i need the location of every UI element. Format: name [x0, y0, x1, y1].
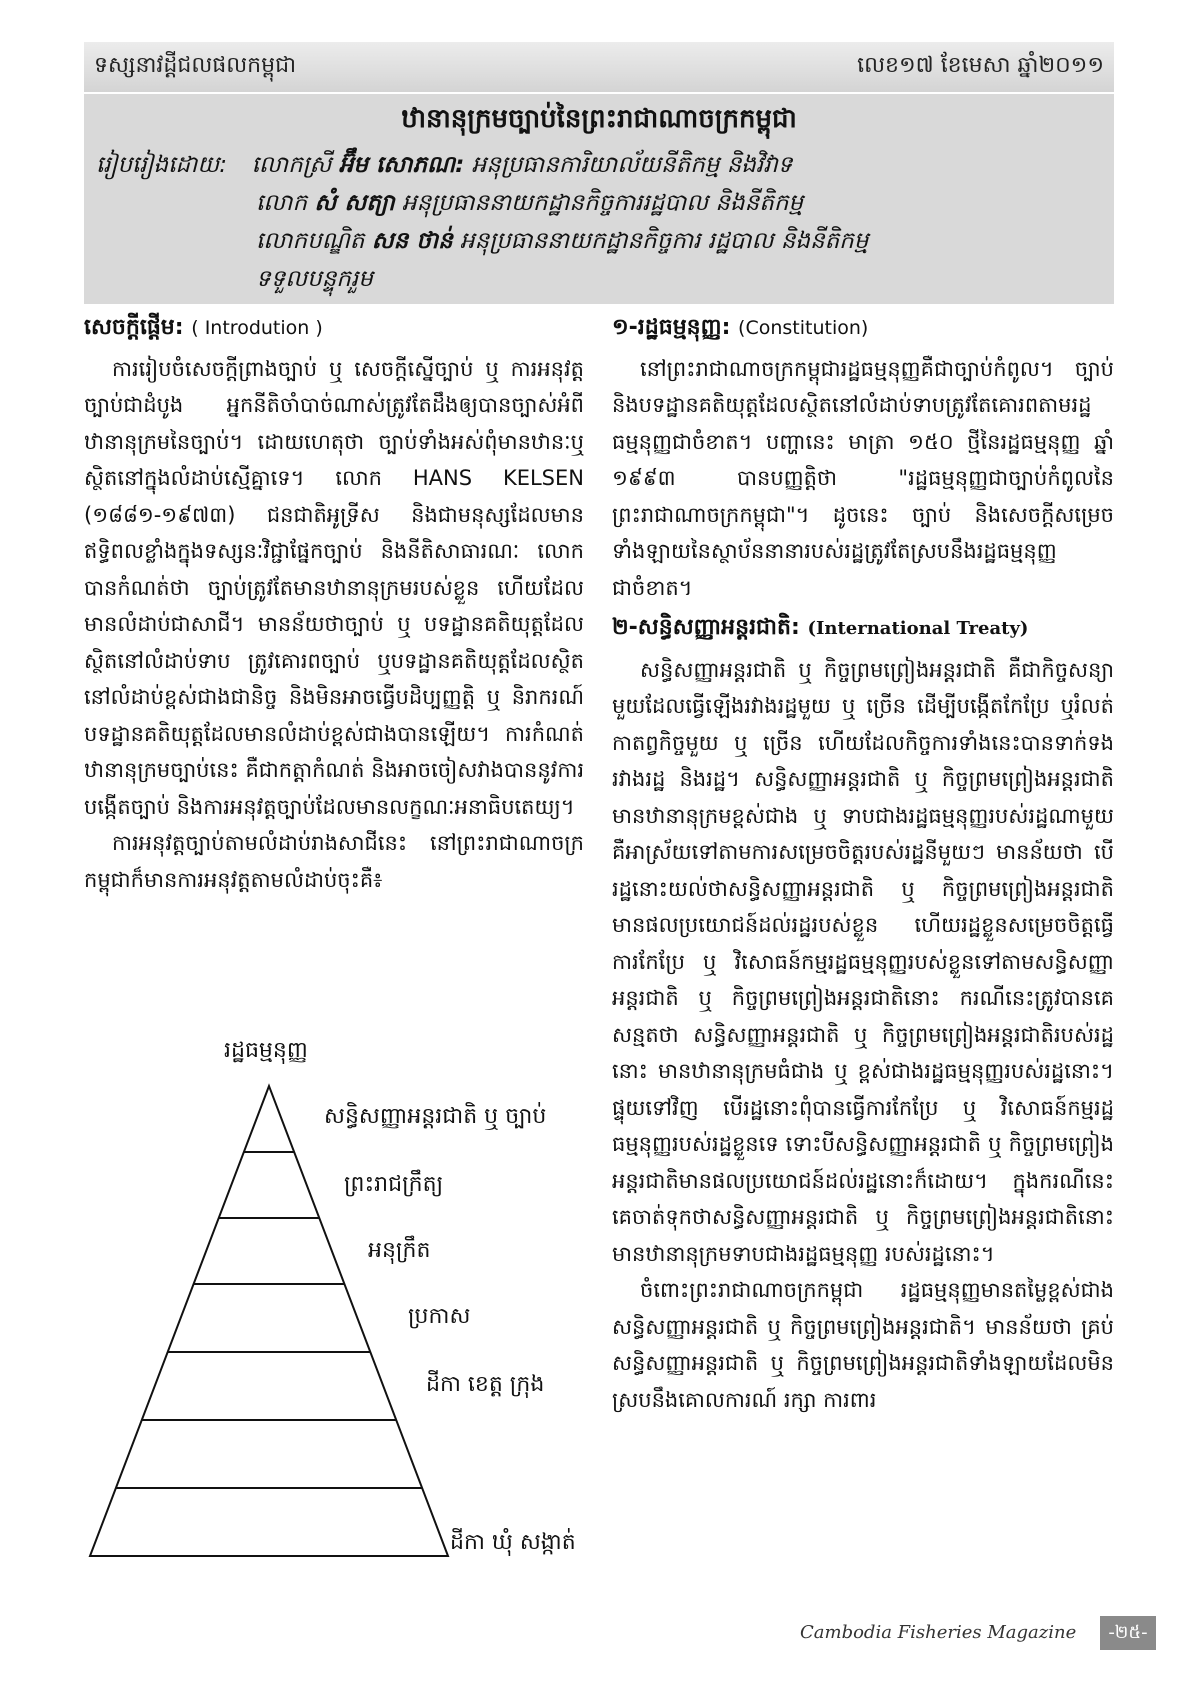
pyramid-outline — [90, 1086, 448, 1556]
treaty-paragraph-1: សន្ធិសញ្ញាអន្តរជាតិ ឬ កិច្ចព្រមព្រៀងអន្តរជាតិ គឺជាកិច្ចសន្យាមួយដែលធ្វើឡើងរវាងរដ្ឋមួយ ឬ ច្រើន ដើម្បីបង្កើតកែប្រែ ឬរំលត់កាតព្វកិច្ចមួយ ឬ ច្រើន ហើយដែលកិច្ចការទាំងនេះបានទាក់ទងរវាងរដ្ឋ និងរដ្ឋ។ សន្ធិសញ្ញាអន្តរជាតិ ឬ កិច្ចព្រមព្រៀងអន្តរជាតិមានឋានានុក្រមខ្ពស់ជាង ឬ ទាបជាងរដ្ឋធម្មនុញ្ញរបស់រដ្ឋណាមួយ គឺអាស្រ័យទៅតាមការសម្រេចចិត្តរបស់រដ្ឋនីមួយៗ មានន័យថា បើរដ្ឋនោះយល់ថាសន្ធិសញ្ញាអន្តរជាតិ ឬ កិច្ចព្រមព្រៀងអន្តរជាតិមានផលប្រយោជន៍ដល់រដ្ឋរបស់ខ្លួន ហើយរដ្ឋខ្លួនសម្រេចចិត្តធ្វើការកែប្រែ ឬ វិសោធន៍កម្មរដ្ឋធម្មនុញ្ញរបស់ខ្លួនទៅតាមសន្ធិសញ្ញាអន្តរជាតិ ឬ កិច្ចព្រមព្រៀងអន្តរជាតិនោះ ករណីនេះត្រូវបានគេសន្មតថា សន្ធិសញ្ញាអន្តរជាតិ ឬ កិច្ចព្រមព្រៀងអន្តរជាតិរបស់រដ្ឋនោះ មានឋានានុក្រមធំជាង ឬ ខ្ពស់ជាងរដ្ឋធម្មនុញ្ញរបស់រដ្ឋនោះ។ ផ្ទុយទៅវិញ បើរដ្ឋនោះពុំបានធ្វើការកែប្រែ ឬ វិសោធន៍កម្មរដ្ឋធម្មនុញ្ញរបស់រដ្ឋខ្លួនទេ ទោះបីសន្ធិសញ្ញាអន្តរជាតិ ឬ កិច្ចព្រមព្រៀងអន្តរជាតិមានផលប្រយោជន៍ដល់រដ្ឋនោះក៏ដោយ។ ក្នុងករណីនេះ គេចាត់ទុកថាសន្ធិសញ្ញាអន្តរជាតិ ឬ កិច្ចព្រមព្រៀងអន្តរជាតិនោះ មានឋានានុក្រមទាបជាងរដ្ឋធម្មនុញ្ញ របស់រដ្ឋនោះ។ — [612, 657, 1114, 1266]
treaty-paragraph-2: ចំពោះព្រះរាជាណាចក្រកម្ពុជា រដ្ឋធម្មនុញ្ញមានតម្លៃខ្ពស់ជាងសន្ធិសញ្ញាអន្តរជាតិ ឬ កិច្ចព្រមព្រៀងអន្តរជាតិ។ មានន័យថា គ្រប់សន្ធិសញ្ញាអន្តរជាតិ ឬ កិច្ចព្រមព្រៀងអន្តរជាតិទាំងឡាយដែលមិនស្របនឹងគោលការណ៍ រក្សា ការពារ — [612, 1278, 1114, 1412]
left-column — [84, 310, 584, 898]
right-column — [612, 310, 1114, 1418]
pyramid-level-4: ប្រកាស — [408, 1304, 471, 1329]
running-header — [84, 42, 1114, 92]
pyramid-level-2: ព្រះរាជក្រឹត្យ — [344, 1172, 444, 1197]
header-issue-info: លេខ១៧ ខែមេសា ឆ្នាំ២០១១ — [857, 53, 1104, 78]
heading-km: សេចក្តីផ្តើម: — [84, 315, 184, 340]
heading-en: ( Introdution ) — [191, 317, 323, 339]
author-name: សន ថាន់ — [371, 228, 453, 254]
pyramid-level-3: អនុក្រឹត — [368, 1238, 431, 1263]
intro-paragraph-2: ការអនុវត្តច្បាប់តាមលំដាប់រាងសាជីនេះ នៅព្រះរាជាណាចក្រកម្ពុជាក៏មានការអនុវត្តតាមលំដាប់ចុះគឺ៖ — [84, 831, 584, 892]
author-prefix: លោកបណ្ឌិត — [256, 228, 365, 254]
pyramid-level-5: ដីកា ខេត្ត ក្រុង — [426, 1372, 545, 1397]
constitution-heading — [612, 310, 1114, 347]
heading-km: ២-សន្ធិសញ្ញាអន្តរជាតិ: — [612, 615, 800, 640]
author-line-1 — [96, 146, 1102, 184]
prepared-by-label: រៀបរៀងដោយ: — [96, 152, 227, 178]
author-note: ទទួលបន្ទុករួម — [256, 266, 373, 292]
footer-magazine-name: Cambodia Fisheries Magazine — [800, 1622, 1077, 1643]
pyramid-level-1: សន្ធិសញ្ញាអន្តរជាតិ ឬ ច្បាប់ — [324, 1104, 547, 1129]
author-line-2 — [96, 184, 1102, 222]
page-number: -២៥- — [1100, 1616, 1156, 1650]
law-hierarchy-pyramid — [84, 1036, 584, 1596]
author-prefix: លោកស្រី — [251, 152, 332, 178]
heading-km: ១-រដ្ឋធម្មនុញ្ញ: — [612, 315, 731, 340]
author-name: អ៊ឹម សោភណ: — [338, 152, 465, 178]
author-line-3 — [96, 222, 1102, 260]
heading-en: (International Treaty) — [807, 618, 1029, 639]
author-role: អនុប្រធាននាយកដ្ឋានកិច្ចការរដ្ឋបាល និងនីតិកម្ម — [401, 190, 804, 216]
author-role: អនុប្រធានការិយាល័យនីតិកម្ម និងវិវាទ — [471, 152, 793, 178]
author-prefix: លោក — [256, 190, 308, 216]
intro-paragraph-1: ការរៀបចំសេចក្តីព្រាងច្បាប់ ឬ សេចក្តីស្នើច្បាប់ ឬ ការអនុវត្តច្បាប់ជាដំបូង អ្នកនីតិចាំបាច់ណាស់ត្រូវតែដឹងឲ្យបានច្បាស់អំពីឋានានុក្រមនៃច្បាប់។ ដោយហេតុថា ច្បាប់ទាំងអស់ពុំមានឋានៈឬ ស្ថិតនៅក្នុងលំដាប់ស្មើគ្នាទេ។ លោក HANS KELSEN (១៨៨១-១៩៧៣) ជនជាតិអូទ្រីស និងជាមនុស្សដែលមានឥទ្ធិពលខ្លាំងក្នុងទស្សនៈវិជ្ជាផ្នែកច្បាប់ និងនីតិសាធារណៈ លោកបានកំណត់ថា ច្បាប់ត្រូវតែមានឋានានុក្រមរបស់ខ្លួន ហើយដែលមានលំដាប់ជាសាជី។ មានន័យថាច្បាប់ ឬ បទដ្ឋានគតិយុត្តដែលស្ថិតនៅលំដាប់ទាប ត្រូវគោរពច្បាប់ ឬបទដ្ឋានគតិយុត្តដែលស្ថិតនៅលំដាប់ខ្ពស់ជាងជានិច្ច និងមិនអាចធ្វើបដិប្បញ្ញត្តិ ឬ និរាករណ៍បទដ្ឋានគតិយុត្តដែលមានលំដាប់ខ្ពស់ជាងបានឡើយ។ ការកំណត់ឋានានុក្រមច្បាប់នេះ គឺជាកត្តាកំណត់ និងអាចចៀសវាងបាននូវការបង្កើតច្បាប់ និងការអនុវត្តច្បាប់ដែលមានលក្ខណៈអនាធិបតេយ្យ។ — [84, 356, 584, 819]
article-title-box — [84, 94, 1114, 304]
header-magazine-name: ទស្សនាវដ្តីជលផលកម្ពុជា — [94, 53, 297, 78]
author-role: អនុប្រធាននាយកដ្ឋានកិច្ចការ រដ្ឋបាល និងនីតិកម្ម — [460, 228, 869, 254]
author-name: សំ សត្យា — [314, 190, 395, 216]
constitution-paragraph: នៅព្រះរាជាណាចក្រកម្ពុជារដ្ឋធម្មនុញ្ញគឺជាច្បាប់កំពូល។ ច្បាប់ និងបទដ្ឋានគតិយុត្តដែលស្ថិតនៅលំដាប់ទាបត្រូវតែគោរពតាមរដ្ឋធម្មនុញ្ញជាចំខាត។ បញ្ហានេះ មាត្រា ១៥០ ថ្មីនៃរដ្ឋធម្មនុញ្ញ ឆ្នាំ ១៩៩៣ បានបញ្ញត្តិថា "រដ្ឋធម្មនុញ្ញជាច្បាប់កំពូលនៃព្រះរាជាណាចក្រកម្ពុជា"។ ដូចនេះ ច្បាប់ និងសេចក្តីសម្រេចទាំងឡាយនៃស្ថាប័ននានារបស់រដ្ឋត្រូវតែស្របនឹងរដ្ឋធម្មនុញ្ញជាចំខាត។ — [612, 356, 1114, 600]
heading-en: (Constitution) — [738, 317, 869, 339]
pyramid-level-6: ដីកា ឃុំ សង្កាត់ — [450, 1530, 576, 1555]
introduction-heading — [84, 310, 584, 347]
treaty-heading — [612, 610, 1114, 648]
article-title: ឋានានុក្រមច្បាប់នៃព្រះរាជាណាចក្រកម្ពុជា — [401, 104, 797, 134]
pyramid-top-label: រដ្ឋធម្មនុញ្ញ — [224, 1038, 308, 1063]
